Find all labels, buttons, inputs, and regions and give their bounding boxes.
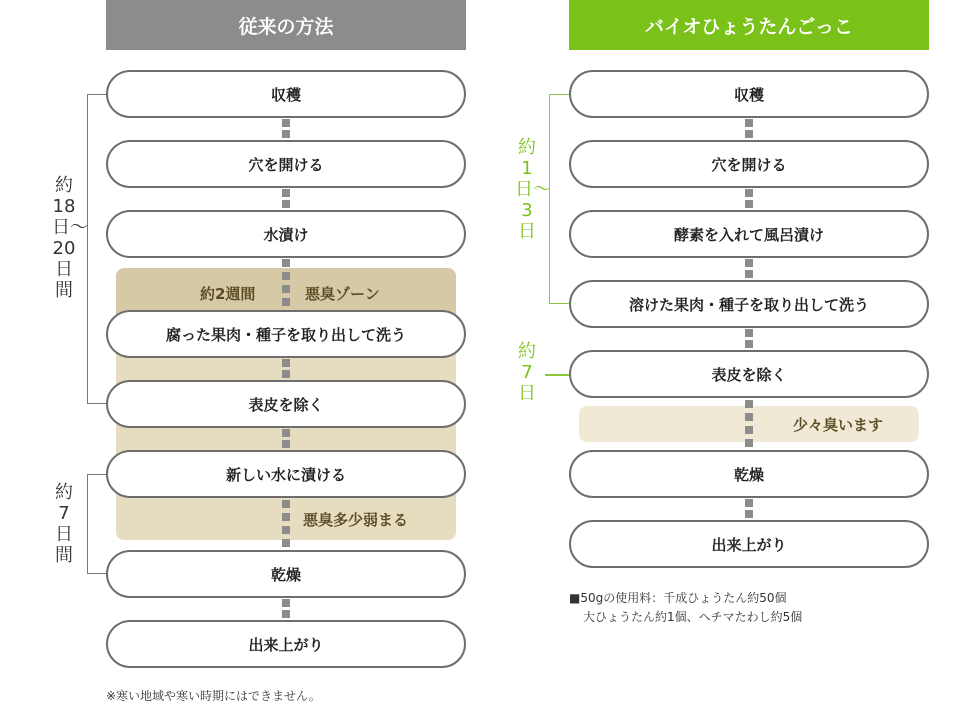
connector (282, 130, 290, 138)
connector (282, 259, 290, 267)
right-bracket-1-label: 約1日〜3日 (515, 137, 551, 242)
right-zone-label: 少々臭います (793, 416, 884, 434)
right-step-remove-pulp: 溶けた果肉・種子を取り出して洗う (569, 280, 929, 328)
right-step-drill: 穴を開ける (569, 140, 929, 188)
connector (745, 340, 753, 348)
left-step-resoak: 新しい水に漬ける (106, 450, 466, 498)
left-header (106, 0, 466, 50)
right-note-line1: ■50gの使用料：千成ひょうたん約50個 (569, 591, 787, 605)
right-step-enzyme-bath: 酵素を入れて風呂漬け (569, 210, 929, 258)
connector (745, 413, 753, 421)
connector (282, 500, 290, 508)
left-bracket-2-label: 約7日間 (52, 480, 76, 568)
connector (745, 400, 753, 408)
right-step-done: 出来上がり (569, 520, 929, 568)
left-step-peel: 表皮を除く (106, 380, 466, 428)
connector (745, 119, 753, 127)
connector (282, 272, 290, 280)
left-bracket-1 (87, 94, 107, 404)
left-header-title: 従来の方法 (238, 15, 334, 38)
connector (282, 119, 290, 127)
connector (745, 439, 753, 447)
connector (282, 189, 290, 197)
left-step-dry: 乾燥 (106, 550, 466, 598)
left-bracket-2 (87, 474, 107, 574)
connector (745, 510, 753, 518)
connector (282, 610, 290, 618)
connector (282, 298, 290, 306)
right-bracket-1 (549, 94, 570, 304)
left-zone-label-2: 悪臭多少弱まる (303, 511, 409, 529)
connector (282, 513, 290, 521)
connector (282, 440, 290, 448)
right-step-peel: 表皮を除く (569, 350, 929, 398)
connector (745, 329, 753, 337)
connector (282, 539, 290, 547)
right-bracket-2-label: 約7日 (518, 341, 536, 404)
right-step-dry: 乾燥 (569, 450, 929, 498)
connector (745, 426, 753, 434)
connector (745, 200, 753, 208)
right-header-title: バイオひょうたんごっこ (644, 15, 854, 38)
left-step-drill: 穴を開ける (106, 140, 466, 188)
connector (282, 359, 290, 367)
left-step-remove-pulp: 腐った果肉・種子を取り出して洗う (106, 310, 466, 358)
connector (282, 285, 290, 293)
connector (745, 270, 753, 278)
left-step-soak: 水漬け (106, 210, 466, 258)
connector (282, 599, 290, 607)
connector (745, 130, 753, 138)
left-footnote: ※寒い地域や寒い時期にはできません。 (106, 689, 321, 703)
left-step-harvest: 収穫 (106, 70, 466, 118)
connector (282, 526, 290, 534)
left-step-done: 出来上がり (106, 620, 466, 668)
left-zone-label: 悪臭ゾーン (305, 285, 380, 303)
connector (745, 189, 753, 197)
right-bracket-2 (545, 374, 570, 376)
connector (282, 370, 290, 378)
right-step-harvest: 収穫 (569, 70, 929, 118)
right-header (569, 0, 929, 50)
connector (745, 499, 753, 507)
connector (745, 259, 753, 267)
connector (282, 429, 290, 437)
left-bracket-1-label: 約18日〜20日間 (52, 175, 88, 301)
connector (282, 200, 290, 208)
left-zone-period: 約2週間 (200, 285, 256, 303)
right-note-line2: 大ひょうたん約1個、ヘチマたわし約5個 (583, 610, 803, 624)
